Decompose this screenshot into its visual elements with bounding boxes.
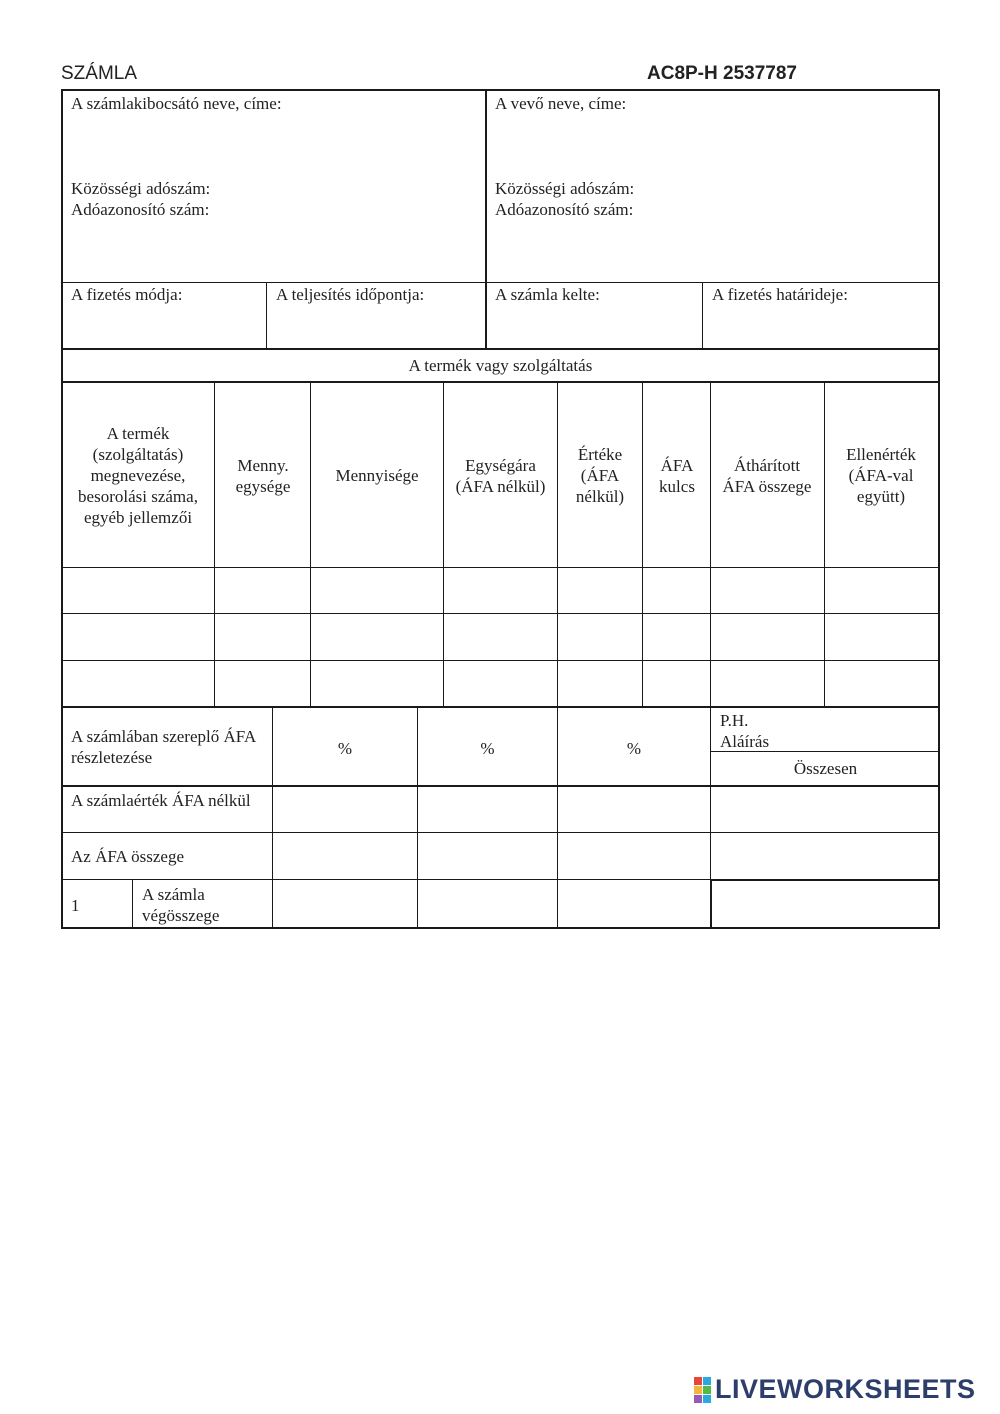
table-row-divider [61, 660, 940, 661]
page-title: SZÁMLA [61, 63, 138, 84]
divider [557, 382, 558, 707]
divider [642, 382, 643, 707]
stamp-label: P.H. [720, 711, 749, 730]
divider [310, 382, 311, 707]
col-header-gross: Ellenérték (ÁFA-val együtt) [846, 445, 916, 506]
divider [443, 382, 444, 707]
percent-2: % [480, 739, 495, 758]
logo-icon [694, 1377, 711, 1403]
col-header-value: Értéke (ÁFA nélkül) [575, 445, 625, 506]
divider [702, 282, 703, 349]
final-total-label: A számla végösszege [142, 885, 220, 925]
divider [824, 382, 825, 707]
divider [61, 785, 940, 787]
buyer-label: A vevő neve, címe: [495, 94, 627, 113]
buyer-tax-id: Adóazonosító szám: [495, 200, 634, 219]
final-row-number: 1 [71, 896, 80, 915]
percent-1: % [337, 739, 353, 758]
col-header-quantity: Mennyisége [335, 466, 419, 485]
col-header-unit: Menny. egysége [235, 455, 291, 496]
vat-amount-label: Az ÁFA összege [71, 847, 184, 866]
divider [61, 381, 940, 383]
divider [266, 282, 267, 349]
signature-label: Aláírás [720, 732, 770, 751]
seller-tax-id: Adóazonosító szám: [71, 200, 210, 219]
col-header-description: A termék (szolgáltatás) megnevezése, besorolási száma, egyéb jellemzői [78, 424, 198, 527]
col-header-vat-amount: Áthárított ÁFA összege [722, 455, 812, 496]
table-row-divider [61, 613, 940, 614]
worksheet-code: AC8P-H 2537787 [647, 63, 797, 84]
seller-tax-eu: Közösségi adószám: [71, 179, 211, 198]
divider [61, 832, 940, 833]
final-total-box[interactable] [710, 879, 940, 929]
total-label: Összesen [793, 759, 858, 778]
table-row-divider [61, 567, 940, 568]
col-header-unit-price: Egységára (ÁFA nélkül) [455, 455, 546, 496]
divider [61, 282, 940, 283]
divider [61, 706, 940, 708]
percent-3: % [626, 739, 642, 758]
due-date-label: A fizetés határideje: [712, 285, 848, 304]
divider [61, 879, 711, 880]
buyer-tax-eu: Közösségi adószám: [495, 179, 635, 198]
logo-text: LIVEWORKSHEETS [715, 1374, 976, 1404]
divider [485, 89, 487, 349]
fulfillment-date-label: A teljesítés időpontja: [276, 285, 425, 304]
divider [710, 382, 711, 707]
divider [132, 879, 133, 929]
col-header-vat-rate: ÁFA kulcs [659, 455, 695, 496]
liveworksheets-logo [694, 1374, 976, 1405]
vat-breakdown-label: A számlában szereplő ÁFA részletezése [71, 727, 256, 767]
net-value-label: A számlaérték ÁFA nélkül [71, 791, 251, 810]
payment-method-label: A fizetés módja: [71, 285, 183, 304]
items-section-title: A termék vagy szolgáltatás [408, 356, 593, 375]
divider [214, 382, 215, 707]
invoice-date-label: A számla kelte: [495, 285, 600, 304]
seller-label: A számlakibocsátó neve, címe: [71, 94, 282, 113]
